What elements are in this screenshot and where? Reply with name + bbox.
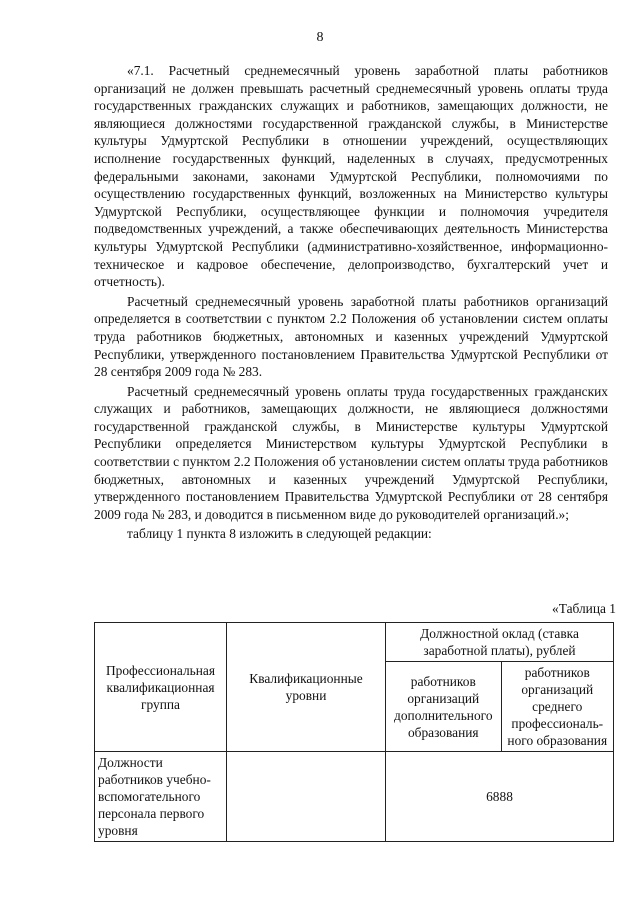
table-row [95, 752, 614, 842]
table-caption: «Таблица 1 [552, 601, 616, 616]
paragraph-civil-servants: Расчетный среднемесячный уровень оплаты труда государственных гражданских служащих и работников, замещающих должности, не являющиеся должностями государственной гражданской службы, в Министерстве культуры Удмуртской Республики определяется Министерством культуры Удмуртской Республики в соответствии с пунктом 2.2 Положения об установлении систем оплаты труда работников бюджетных, автономных и казенных учреждений Удмуртской Республики, утвержденного постановлением Правительства Удмуртской Республики от 28 сентября 2009 года № 283, и доводится в письменном виде до руководителей организаций.»; [94, 383, 608, 522]
header-group: Профессиональная квалификационная группа [95, 623, 227, 752]
cell-salary-value: 6888 [386, 752, 614, 842]
salary-table [94, 622, 614, 842]
header-levels: Квалификационные уровни [227, 623, 386, 752]
paragraph-table-intro: таблицу 1 пункта 8 изложить в следующей редакции: [127, 526, 432, 542]
header-vocational-education: работников организаций среднего профессиональ-ного образования [501, 662, 613, 752]
table-header-row [95, 623, 614, 662]
page-number: 8 [316, 30, 324, 45]
header-salary: Должностной оклад (ставка заработной платы), рублей [386, 623, 614, 662]
cell-levels [227, 752, 386, 842]
paragraph-7-1: «7.1. Расчетный среднемесячный уровень заработной платы работников организаций не должен превышать расчетный среднемесячный уровень оплаты труда государственных гражданских служащих и работников, замещающих должности, не являющиеся должностями государственной гражданской службы, в Министерстве культуры Удмуртской Республики в отношении учреждений, осуществляющих исполнение государственных функций, наделенных в случаях, предусмотренных федеральными законами, законами Удмуртской Республики, полномочиями по осуществлению государственных функций, возложенных на Министерство культуры Удмуртской Республики, осуществляющее функции и полномочия учредителя подведомственных учреждений, а также обеспечивающих деятельность Министерства культуры Удмуртской Республики (административно-хозяйственное, информационно-техническое и кадровое обеспечение, делопроизводство, бухгалтерский учет и отчетность). [94, 63, 608, 290]
cell-group: Должности работников учебно-вспомогательного персонала первого уровня [95, 752, 227, 842]
header-additional-education: работников организаций дополнительного образования [386, 662, 502, 752]
paragraph-salary-level: Расчетный среднемесячный уровень заработной платы работников организаций определяется в соответствии с пунктом 2.2 Положения об установлении систем оплаты труда работников бюджетных, автономных и казенных учреждений Удмуртской Республики, утвержденного постановлением Правительства Удмуртской Республики от 28 сентября 2009 года № 283. [94, 293, 608, 380]
document-body [94, 62, 608, 545]
